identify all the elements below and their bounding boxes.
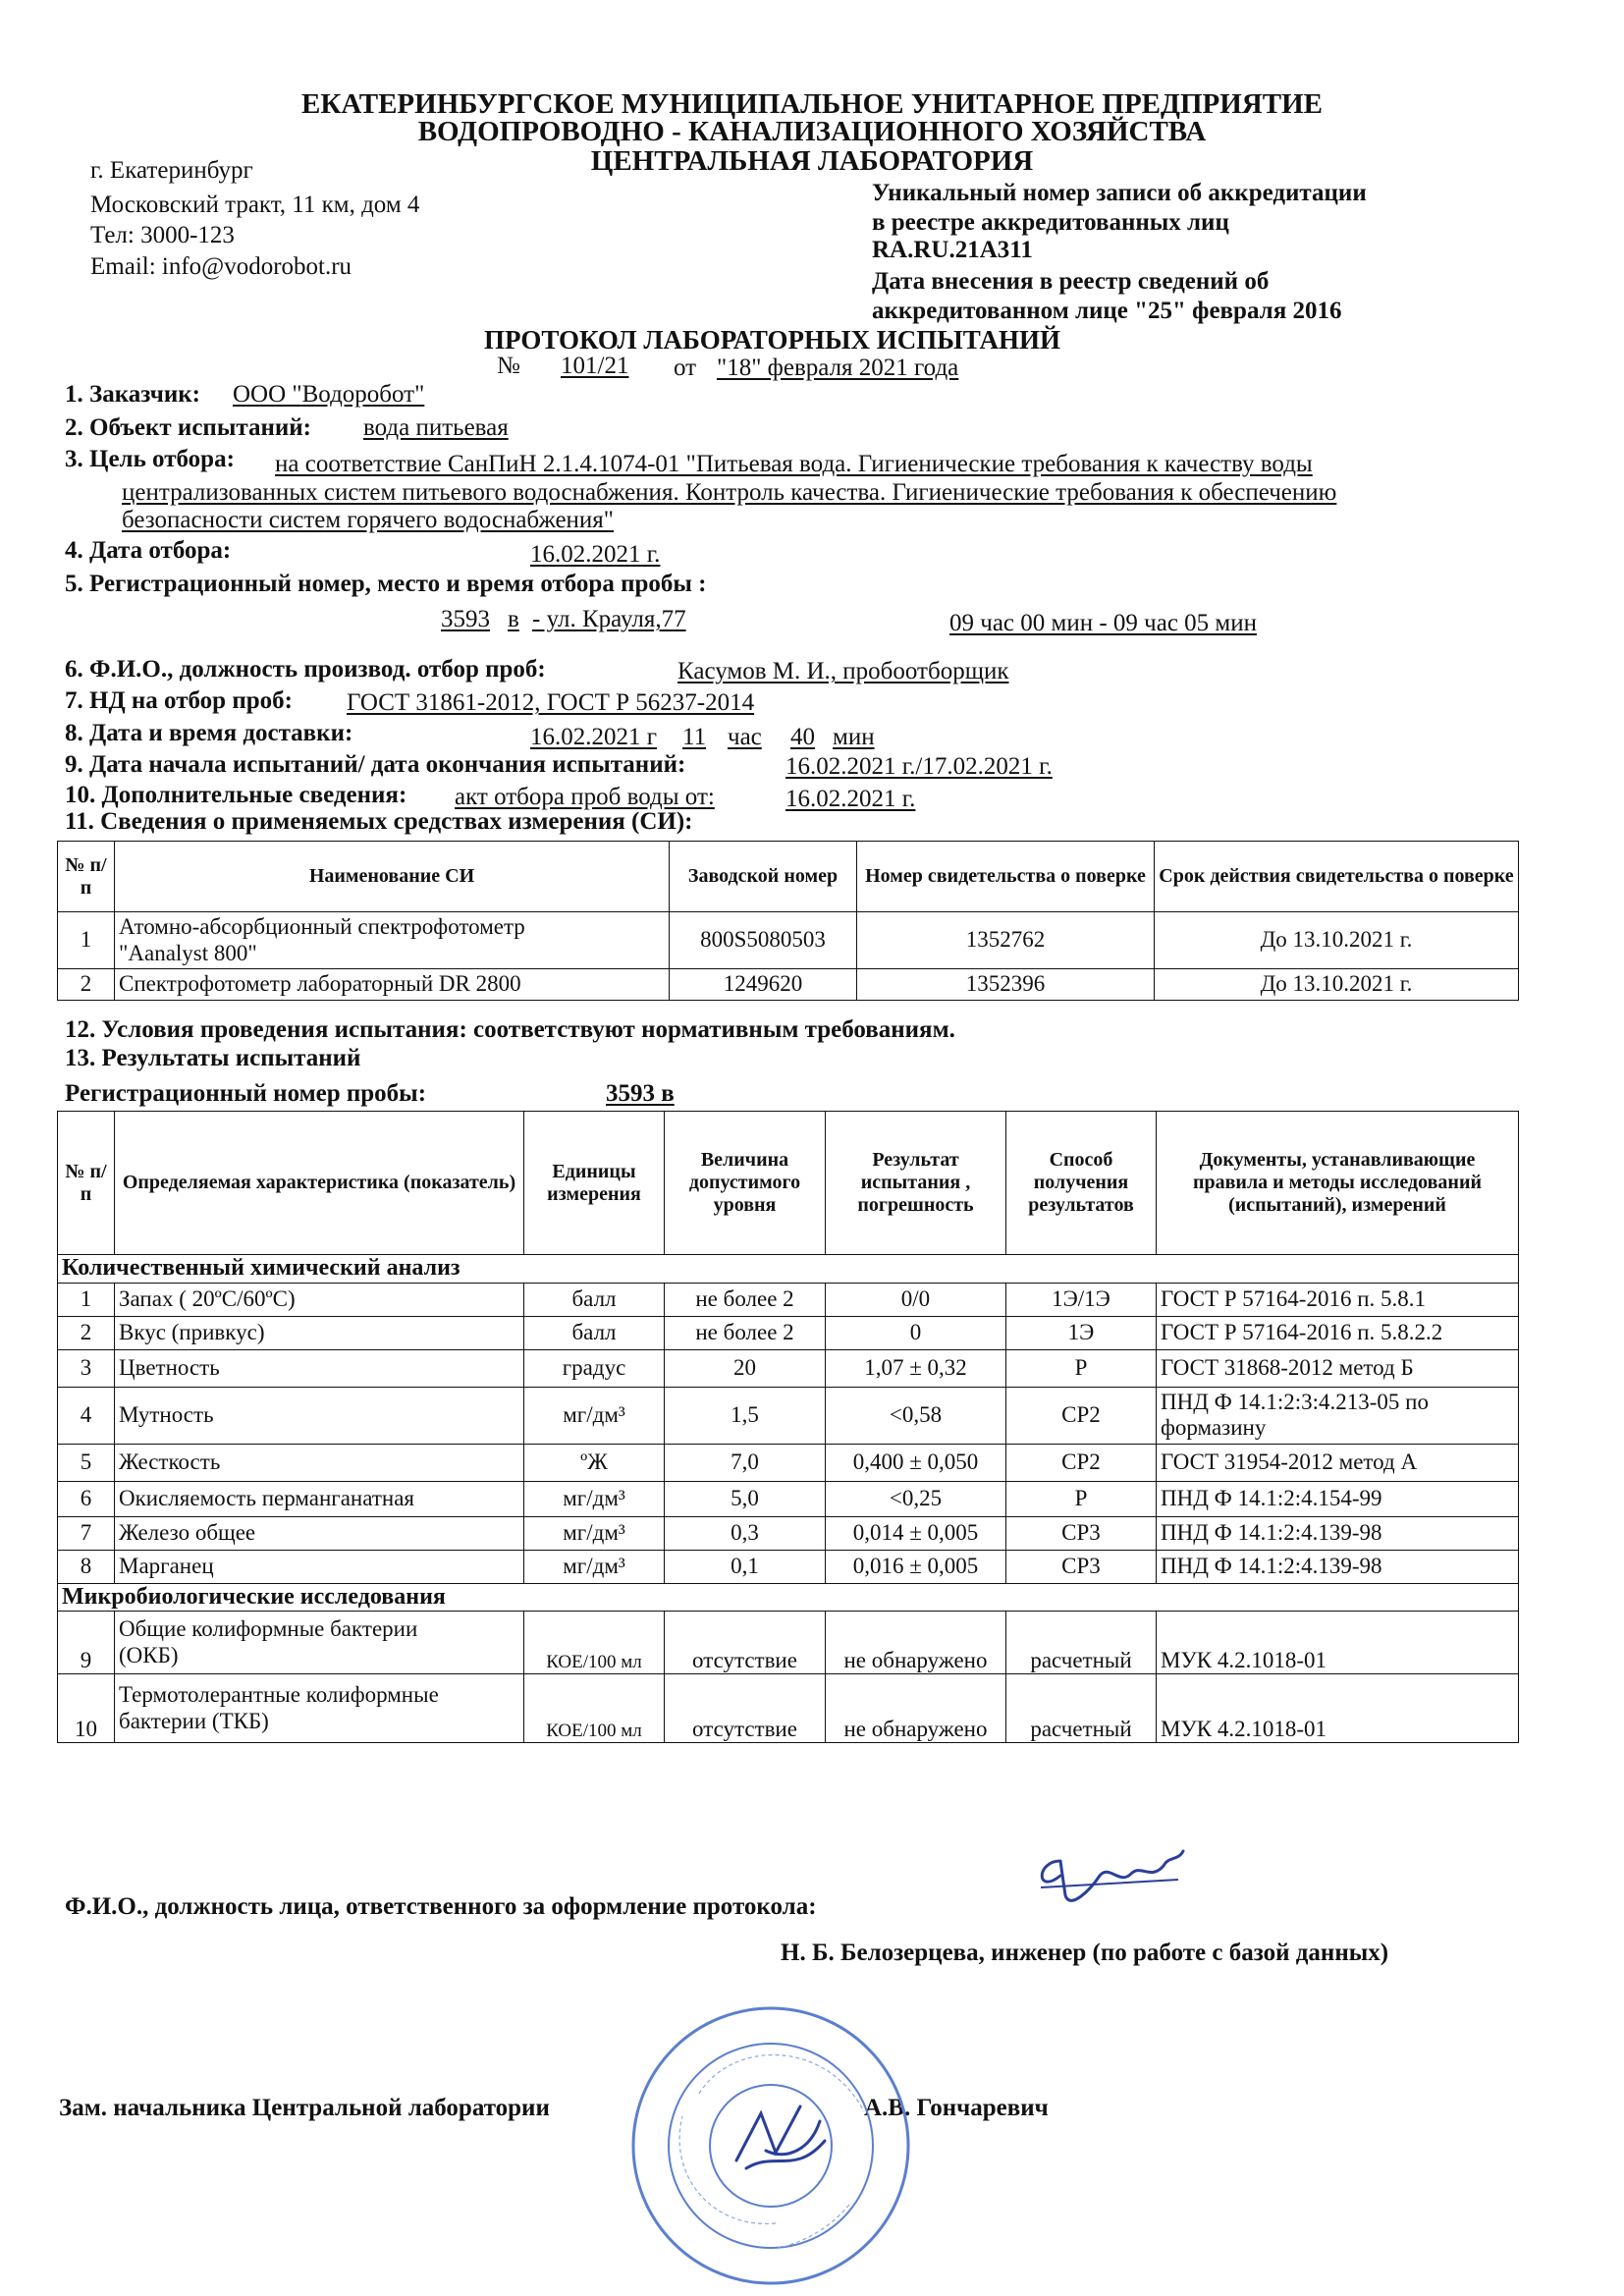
field-delivery-hour: 11 xyxy=(682,724,707,750)
results-col-method: Способ получения результатов xyxy=(1006,1112,1157,1255)
field-sampling-place: - ул. Крауля,77 xyxy=(532,606,686,632)
address-email: Email: info@vodorobot.ru xyxy=(90,253,352,280)
field-si-label: 11. Сведения о применяемых средствах измерения (СИ): xyxy=(65,808,693,835)
field-nd-value: ГОСТ 31861-2012, ГОСТ Р 56237-2014 xyxy=(347,689,755,716)
result-cell-doc: МУК 4.2.1018-01 xyxy=(1157,1612,1519,1674)
result-cell-number: 1 xyxy=(58,1283,115,1316)
result-cell-unit: балл xyxy=(524,1316,665,1349)
result-cell-unit: КОЕ/100 мл xyxy=(524,1612,665,1674)
field-extra-date: 16.02.2021 г. xyxy=(785,786,916,812)
result-cell-unit: мг/дм³ xyxy=(524,1387,665,1444)
result-cell-unit: мг/дм³ xyxy=(524,1516,665,1550)
si-cell-cert: 1352762 xyxy=(857,912,1155,969)
result-cell-doc: ПНД Ф 14.1:2:4.139-98 xyxy=(1157,1550,1519,1583)
field-sampler-label: 6. Ф.И.О., должность производ. отбор проб: xyxy=(65,656,546,683)
org-name-line3: ЦЕНТРАЛЬНАЯ ЛАБОРАТОРИЯ xyxy=(590,145,1034,177)
field-nd-label: 7. НД на отбор проб: xyxy=(65,687,293,714)
result-cell-method: Р xyxy=(1006,1481,1157,1516)
result-cell-result: не обнаружено xyxy=(826,1612,1006,1674)
responsible-label: Ф.И.О., должность лица, ответственного за оформление протокола: xyxy=(65,1893,817,1920)
result-cell-name: Вкус (привкус) xyxy=(115,1316,524,1349)
protocol-date: "18" февраля 2021 года xyxy=(717,355,959,381)
si-col-name: Наименование СИ xyxy=(115,842,670,912)
si-cell-name-line2: "Aanalyst 800" xyxy=(119,940,257,965)
result-cell-name: Жесткость xyxy=(115,1444,524,1481)
result-cell-name-line1: Термотолерантные колиформные xyxy=(119,1682,439,1708)
table-row xyxy=(58,1516,1519,1550)
si-cell-serial: 800S5080503 xyxy=(670,912,857,969)
result-cell-name xyxy=(115,1674,524,1743)
table-row xyxy=(58,1349,1519,1387)
result-cell-doc: ПНД Ф 14.1:2:4.139-98 xyxy=(1157,1516,1519,1550)
result-cell-result: 0/0 xyxy=(826,1283,1006,1316)
field-purpose-value-line1: на соответствие СанПиН 2.1.4.1074-01 "Питьевая вода. Гигиенические требования к качеству воды xyxy=(275,451,1313,477)
result-cell-number: 4 xyxy=(58,1387,115,1444)
result-cell-result: <0,25 xyxy=(826,1481,1006,1516)
table-row xyxy=(58,969,1519,1001)
table-row xyxy=(58,1481,1519,1516)
field-testing-dates-value: 16.02.2021 г./17.02.2021 г. xyxy=(785,753,1053,780)
result-cell-number: 8 xyxy=(58,1550,115,1583)
result-cell-unit: балл xyxy=(524,1283,665,1316)
result-cell-limit: 20 xyxy=(665,1349,826,1387)
field-registration-number: 3593 xyxy=(441,606,490,632)
result-cell-name: Марганец xyxy=(115,1550,524,1583)
protocol-title: ПРОТОКОЛ ЛАБОРАТОРНЫХ ИСПЫТАНИЙ xyxy=(484,325,1060,355)
si-cell-name: Спектрофотометр лабораторный DR 2800 xyxy=(115,969,670,1001)
si-col-cert: Номер свидетельства о поверке xyxy=(857,842,1155,912)
field-purpose-label: 3. Цель отбора: xyxy=(65,446,235,472)
result-cell-method: расчетный xyxy=(1006,1612,1157,1674)
result-cell-doc: МУК 4.2.1018-01 xyxy=(1157,1674,1519,1743)
si-table xyxy=(57,841,1519,1001)
result-cell-result: 0 xyxy=(826,1316,1006,1349)
result-cell-name: Окисляемость перманганатная xyxy=(115,1481,524,1516)
si-cell-name-line1: Атомно-абсорбционный спектрофотометр xyxy=(119,914,525,940)
result-cell-method: 1Э xyxy=(1006,1316,1157,1349)
result-cell-unit: КОЕ/100 мл xyxy=(524,1674,665,1743)
result-cell-limit: 1,5 xyxy=(665,1387,826,1444)
field-delivery-hour-unit: час xyxy=(728,724,762,750)
field-purpose-value-line2: централизованных систем питьевого водоснабжения. Контроль качества. Гигиенические требования к обеспечению xyxy=(122,479,1337,506)
section-title-chemical: Количественный химический анализ xyxy=(58,1255,1519,1284)
si-cell-name xyxy=(115,912,670,969)
result-cell-method: СР2 xyxy=(1006,1387,1157,1444)
results-col-unit: Единицы измерения xyxy=(524,1112,665,1255)
result-cell-limit: 0,3 xyxy=(665,1516,826,1550)
result-cell-method: Р xyxy=(1006,1349,1157,1387)
result-cell-result: 0,400 ± 0,050 xyxy=(826,1444,1006,1481)
result-cell-method: СР2 xyxy=(1006,1444,1157,1481)
field-registration-label: 5. Регистрационный номер, место и время отбора пробы : xyxy=(65,571,707,597)
section-row-micro xyxy=(58,1583,1519,1612)
result-cell-doc: ГОСТ 31954-2012 метод А xyxy=(1157,1444,1519,1481)
results-title: 13. Результаты испытаний xyxy=(65,1045,361,1071)
responsible-name: Н. Б. Белозерцева, инженер (по работе с базой данных) xyxy=(781,1940,1389,1966)
result-cell-method: 1Э/1Э xyxy=(1006,1283,1157,1316)
conditions-text: 12. Условия проведения испытания: соответствуют нормативным требованиям. xyxy=(65,1016,955,1043)
field-sampler-value: Касумов М. И., пробоотборщик xyxy=(677,658,1009,684)
address-city: г. Екатеринбург xyxy=(90,157,253,184)
result-cell-doc: ГОСТ Р 57164-2016 п. 5.8.1 xyxy=(1157,1283,1519,1316)
table-row xyxy=(58,1387,1519,1444)
result-cell-name-line2: бактерии (ТКБ) xyxy=(119,1708,269,1733)
table-row xyxy=(58,1674,1519,1743)
field-purpose-value-line3: безопасности систем горячего водоснабжения" xyxy=(122,507,615,533)
field-testing-dates-label: 9. Дата начала испытаний/ дата окончания испытаний: xyxy=(65,751,686,778)
si-col-number: № п/п xyxy=(58,842,115,912)
accreditation-line1: Уникальный номер записи об аккредитации xyxy=(872,180,1367,206)
accreditation-line2: в реестре аккредитованных лиц xyxy=(872,209,1229,236)
field-delivery-label: 8. Дата и время доставки: xyxy=(65,720,353,746)
result-cell-unit: градус xyxy=(524,1349,665,1387)
result-cell-number: 10 xyxy=(58,1674,115,1743)
results-col-name: Определяемая характеристика (показатель) xyxy=(115,1112,524,1255)
section-row-chemical xyxy=(58,1255,1519,1284)
field-extra-label: 10. Дополнительные сведения: xyxy=(65,782,407,808)
result-cell-limit: не более 2 xyxy=(665,1283,826,1316)
protocol-number: 101/21 xyxy=(561,353,629,379)
results-col-result: Результат испытания , погрешность xyxy=(826,1112,1006,1255)
deputy-name: А.В. Гончаревич xyxy=(864,2095,1049,2121)
result-cell-result: 0,014 ± 0,005 xyxy=(826,1516,1006,1550)
table-row xyxy=(58,1444,1519,1481)
field-extra-value: акт отбора проб воды от: xyxy=(455,784,715,810)
si-cell-cert: 1352396 xyxy=(857,969,1155,1001)
si-cell-number: 1 xyxy=(58,912,115,969)
si-cell-valid: До 13.10.2021 г. xyxy=(1155,969,1519,1001)
protocol-no-label: № xyxy=(497,353,520,379)
si-col-serial: Заводской номер xyxy=(670,842,857,912)
address-street: Московский тракт, 11 км, дом 4 xyxy=(90,191,420,218)
result-cell-limit: отсутствие xyxy=(665,1674,826,1743)
field-object-label: 2. Объект испытаний: xyxy=(65,414,311,441)
reg-number-value: 3593 в xyxy=(606,1080,675,1107)
result-cell-method: СР3 xyxy=(1006,1516,1157,1550)
result-cell-limit: 0,1 xyxy=(665,1550,826,1583)
field-sampling-time: 09 час 00 мин - 09 час 05 мин xyxy=(949,610,1258,636)
field-sampling-date-value: 16.02.2021 г. xyxy=(530,541,661,568)
result-cell-result: 1,07 ± 0,32 xyxy=(826,1349,1006,1387)
result-cell-result: 0,016 ± 0,005 xyxy=(826,1550,1006,1583)
accreditation-line5: аккредитованном лице "25" февраля 2016 xyxy=(872,298,1342,324)
results-col-number: № п/п xyxy=(58,1112,115,1255)
result-cell-number: 9 xyxy=(58,1612,115,1674)
result-cell-result: не обнаружено xyxy=(826,1674,1006,1743)
result-cell-limit: не более 2 xyxy=(665,1316,826,1349)
si-col-valid: Срок действия свидетельства о поверке xyxy=(1155,842,1519,912)
result-cell-number: 7 xyxy=(58,1516,115,1550)
result-cell-number: 3 xyxy=(58,1349,115,1387)
accreditation-line4: Дата внесения в реестр сведений об xyxy=(872,268,1270,295)
result-cell-doc: ГОСТ Р 57164-2016 п. 5.8.2.2 xyxy=(1157,1316,1519,1349)
table-row xyxy=(58,1612,1519,1674)
result-cell-number: 6 xyxy=(58,1481,115,1516)
result-cell-method: расчетный xyxy=(1006,1674,1157,1743)
result-cell-limit: отсутствие xyxy=(665,1612,826,1674)
field-customer-label: 1. Заказчик: xyxy=(65,381,201,408)
seal-stamp xyxy=(628,2003,913,2288)
field-object-value: вода питьевая xyxy=(363,414,509,441)
result-cell-doc: ГОСТ 31868-2012 метод Б xyxy=(1157,1349,1519,1387)
address-phone: Тел: 3000-123 xyxy=(90,222,235,248)
result-cell-name: Мутность xyxy=(115,1387,524,1444)
result-cell-number: 5 xyxy=(58,1444,115,1481)
result-cell-number: 2 xyxy=(58,1316,115,1349)
result-cell-name: Железо общее xyxy=(115,1516,524,1550)
results-col-doc: Документы, устанавливающие правила и методы исследований (испытаний), измерений xyxy=(1157,1112,1519,1255)
result-cell-doc: ПНД Ф 14.1:2:3:4.213-05 по формазину xyxy=(1157,1387,1519,1444)
result-cell-name-line2: (ОКБ) xyxy=(119,1642,179,1667)
org-name-line2: ВОДОПРОВОДНО - КАНАЛИЗАЦИОННОГО ХОЗЯЙСТВА xyxy=(417,116,1207,147)
si-cell-serial: 1249620 xyxy=(670,969,857,1001)
field-registration-suffix: в xyxy=(508,606,519,632)
result-cell-unit: ºЖ xyxy=(524,1444,665,1481)
table-row xyxy=(58,1283,1519,1316)
result-cell-name xyxy=(115,1612,524,1674)
result-cell-name: Цветность xyxy=(115,1349,524,1387)
result-cell-unit: мг/дм³ xyxy=(524,1481,665,1516)
si-cell-number: 2 xyxy=(58,969,115,1001)
field-customer-value: ООО "Водоробот" xyxy=(233,381,425,408)
result-cell-unit: мг/дм³ xyxy=(524,1550,665,1583)
reg-number-label: Регистрационный номер пробы: xyxy=(65,1080,427,1107)
org-name-line1: ЕКАТЕРИНБУРГСКОЕ МУНИЦИПАЛЬНОЕ УНИТАРНОЕ ПРЕДПРИЯТИЕ xyxy=(300,88,1323,120)
results-table xyxy=(57,1111,1519,1743)
table-row xyxy=(58,1550,1519,1583)
accreditation-number: RA.RU.21А311 xyxy=(872,237,1033,263)
si-cell-valid: До 13.10.2021 г. xyxy=(1155,912,1519,969)
results-table-header xyxy=(58,1112,1519,1255)
result-cell-method: СР3 xyxy=(1006,1550,1157,1583)
field-delivery-date: 16.02.2021 г xyxy=(530,724,658,750)
result-cell-result: <0,58 xyxy=(826,1387,1006,1444)
table-row xyxy=(58,1316,1519,1349)
result-cell-name-line1: Общие колиформные бактерии xyxy=(119,1616,418,1642)
field-sampling-date-label: 4. Дата отбора: xyxy=(65,537,232,564)
result-cell-limit: 5,0 xyxy=(665,1481,826,1516)
result-cell-limit: 7,0 xyxy=(665,1444,826,1481)
deputy-label: Зам. начальника Центральной лаборатории xyxy=(59,2095,550,2121)
results-col-limit: Величина допустимого уровня xyxy=(665,1112,826,1255)
si-table-header xyxy=(58,842,1519,912)
table-row xyxy=(58,912,1519,969)
field-delivery-min-unit: мин xyxy=(833,724,875,750)
field-delivery-min: 40 xyxy=(790,724,815,750)
signature-belozertseva xyxy=(766,1836,1218,1935)
result-cell-doc: ПНД Ф 14.1:2:4.154-99 xyxy=(1157,1481,1519,1516)
section-title-micro: Микробиологические исследования xyxy=(58,1583,1519,1612)
result-cell-name: Запах ( 20ºС/60ºС) xyxy=(115,1283,524,1316)
protocol-from-label: от xyxy=(674,355,697,381)
